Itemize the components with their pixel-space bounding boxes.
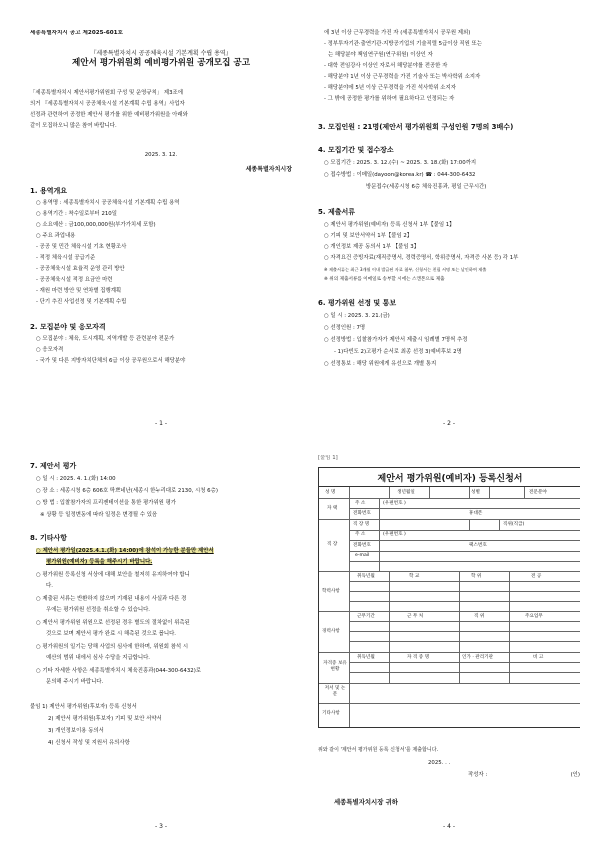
career-col-period: 근무기간: [357, 614, 375, 619]
qualification-line: - 해당분야에 5년 이상 근무경력을 가진 석사학위 소지자: [324, 85, 456, 91]
label-name: 성 명: [325, 490, 336, 495]
document-note: ※ 제출서류는 최근 3개월 이내 발급된 자료 첨부, 신청서는 친필 서명 또는 날인하여 제출: [324, 267, 487, 272]
label-postcode: (우편번호 ): [383, 501, 406, 506]
intro-line: 같이 모집하오니 많은 참여 바랍니다.: [30, 123, 117, 129]
misc-line: ○ 제출된 서류는 반환하지 않으며 기재된 내용이 사실과 다른 경: [36, 596, 187, 602]
intro-line: 선정과 관련하여 공정한 제안서 평가를 위한 예비평가위원을 아래와: [30, 112, 188, 118]
evaluation-line: ○ 일 시 : 2025. 4. 1.(화) 14:00: [36, 476, 116, 482]
label-work: 직 장: [327, 542, 338, 547]
label-education: 학력사항: [322, 589, 340, 594]
section-8-title: 8. 기타사항: [30, 534, 68, 542]
misc-line: 예산의 범위 내에서 심사 수당을 지급합니다.: [46, 655, 151, 661]
applicant-label: 작성자 :: [468, 772, 488, 778]
label-work-postcode: (우편번호 ): [383, 532, 406, 537]
field-line: ○ 응모자격: [36, 347, 64, 353]
label-position: 직위(직급): [503, 522, 525, 527]
overview-line: - 공공체육시설 적정 요금안 마련: [36, 277, 113, 283]
edu-col-school: 학 교: [409, 574, 420, 579]
form-date: 2025. . .: [428, 760, 451, 766]
attachment-line: 3) 개인정보이용 동의서: [48, 728, 104, 734]
field-line: ○ 모집분야 : 체육, 도시계획, 지역개발 등 관련분야 전문가: [36, 336, 175, 342]
selection-line: ○ 선정통보 : 해당 위원에게 유선으로 개별 통지: [324, 361, 437, 367]
attachment-line: 붙임 1) 제안서 평가위원(후보자) 등록 신청서: [30, 704, 137, 710]
period-line: ○ 접수방법 : 이메일(dayoon@korea.kr) ☎ : 044-300-6432: [324, 172, 476, 178]
cert-col-issuer: 인가 · 관리기관: [462, 655, 494, 660]
selection-line: ○ 선정인원 : 7명: [324, 325, 366, 331]
intro-line: 「세종특별자치시 제안서평가위원회 구성 및 운영규칙」 제3조에: [30, 90, 183, 96]
seal-mark: (인): [570, 772, 580, 778]
registration-form: [318, 467, 580, 728]
qualification-line: - 대학 전임강사 이상인 자로서 해당분야를 전공한 자: [324, 63, 448, 69]
page-1: [30, 30, 292, 430]
period-line: ○ 모집기간 : 2025. 3. 12.(수) ~ 2025. 3. 18.(화) 17:00까지: [324, 160, 477, 166]
attachment-line: 2) 제안서 평가위원(후보자) 기피 및 보안 서약서: [48, 716, 162, 722]
page-number: - 3 -: [155, 823, 167, 830]
label-mobile: 휴대폰: [469, 511, 483, 516]
section-6-title: 6. 평가위원 선정 및 통보: [318, 299, 397, 307]
document-line: ○ 제안서 평가위원(예비자) 등록 신청서 1부【붙임 1】: [324, 222, 455, 228]
notice-number: 세종특별자치시 공고 제2025-601호: [30, 30, 123, 36]
attachment-line: 4) 신청서 작성 및 지원서 유의사항: [48, 740, 130, 746]
qualification-line: - 그 밖에 공정한 평가를 위하여 필요하다고 인정되는 자: [324, 96, 455, 102]
page-3: [30, 455, 292, 840]
intro-line: 의거 『세종특별자치시 공공체육시설 기본계획 수립 용역』사업자: [30, 101, 185, 107]
edu-col-major: 전 공: [531, 574, 542, 579]
overview-line: - 적정 체육시설 공급기준: [36, 255, 96, 261]
overview-line: ○ 용역기간 : 착수일로부터 210일: [36, 211, 117, 217]
evaluation-line: ○ 방 법 : 입찰참가자의 프리젠테이션을 통한 평가위원 평가: [36, 500, 176, 506]
form-grid: [319, 487, 580, 727]
overview-line: - 재원 마련 방안 및 연차별 집행계획: [36, 288, 122, 294]
label-workplace: 직 장 명: [353, 522, 370, 527]
evaluation-note: ※ 상황 등 일정변동에 따라 일정은 변경될 수 있음: [40, 512, 158, 518]
overview-line: - 공공 및 민간 체육시설 기초 현황조사: [36, 244, 127, 250]
misc-line: ○ 기타 자세한 사항은 세종특별자치시 체육진흥과(044-300-6432)로: [36, 668, 202, 674]
overview-line: ○ 소요예산 : 금100,000,000원(부가가치세 포함): [36, 222, 156, 228]
qualification-line: - 해당분야 1년 이상 근무경력을 가진 기술사 또는 박사학위 소지자: [324, 74, 481, 80]
qualification-line: 는 해당분야 책임연구원(연구위원) 이상인 자: [328, 52, 433, 58]
label-certificate: 자격증 보유현황: [323, 661, 347, 672]
page-number: - 1 -: [155, 420, 167, 427]
section-5-title: 5. 제출서류: [318, 208, 356, 216]
page-number: - 4 -: [443, 823, 455, 830]
qualification-line: - 정부투자기관·출연기관·지방공기업의 기술직렬 5급이상 직원 또는: [324, 41, 482, 47]
selection-line: - 1)다빈도 2)고평가 순서로 최종 선정 3)예비후보 2명: [334, 349, 462, 355]
career-col-workplace: 근 무 처: [407, 614, 424, 619]
misc-line: ○ 평가위원 등록신청 서상에 대해 보안을 철저히 유지하여야 합니: [36, 572, 190, 578]
cert-col-date: 취득년월: [357, 655, 375, 660]
label-fax: 팩스번호: [469, 543, 487, 548]
misc-line: 다.: [46, 583, 53, 589]
career-col-duty: 주요업무: [525, 614, 543, 619]
document-line: ○ 기피 및 보안서약서 1부【붙임 2】: [324, 233, 413, 239]
misc-line: 우에는 평가위원 선정을 취소할 수 있습니다.: [46, 607, 151, 613]
page-2: [318, 0, 580, 430]
notice-highlight: [36, 548, 214, 555]
label-home: 자 택: [327, 506, 338, 511]
label-work-address: 주 소: [355, 532, 366, 537]
section-3: 3. 모집인원 : 21명(제안서 평가위원회 구성인원 7명의 3배수): [318, 123, 514, 131]
label-home-phone: 전화번호: [353, 511, 371, 516]
overview-line: ○ 주요 과업내용: [36, 233, 76, 239]
label-field: 전문분야: [529, 490, 547, 495]
page-number: - 2 -: [443, 420, 455, 427]
submit-statement: 위와 같이 '제안서 평가위원 등록 신청서'를 제출합니다.: [318, 747, 439, 753]
section-4-title: 4. 모집기간 및 접수장소: [318, 146, 394, 154]
section-2-title: 2. 모집분야 및 응모자격: [30, 323, 106, 331]
title-subtitle: 『세종특별자치시 공공체육시설 기본계획 수립 용역』: [90, 50, 232, 57]
selection-line: ○ 선정방법 : 입찰참가자가 제안서 제출시 임례별 7명씩 추정: [324, 337, 468, 343]
field-line: - 국가 및 다른 지방자치단체의 6급 이상 공무원으로서 해당분야: [36, 358, 186, 364]
cert-col-name: 자 격 증 명: [407, 655, 430, 660]
notice-highlight: [46, 559, 152, 566]
section-7-title: 7. 제안서 평가: [30, 462, 77, 470]
misc-line: 것으로 보며 제안서 평가 완료 시 해촉된 것으로 봅니다.: [46, 631, 176, 637]
recipient: 세종특별자치시장 귀하: [334, 798, 398, 806]
overview-line: ○ 용역명 : 세종특별자치시 공공체육시설 기본계획 수립 용역: [36, 200, 180, 206]
misc-line: 문의해 주시기 바랍니다.: [46, 679, 104, 685]
document-note: ※ 위의 제출서류를 이메일로 송부할 시에는 스캔본으로 제출: [324, 277, 445, 282]
label-gender: 성별: [471, 490, 480, 495]
label-work-phone: 전화번호: [353, 543, 371, 548]
label-publications: 저서 및 논문: [324, 686, 346, 697]
section-1-title: 1. 용역개요: [30, 187, 68, 195]
career-col-position: 직 위: [474, 614, 485, 619]
misc-line: ○ 제안서 평가위원 위원으로 선정된 경우 별도의 절차없이 위촉된: [36, 620, 190, 626]
document-line: ○ 자격요건 증빙자료(재직증명서, 경력증명서, 학위증명서, 자격증 사본 등) 각 1부: [324, 255, 519, 261]
evaluation-line: ○ 장 소 : 세종시청 6층 606호 딱쁘네난(세종시 한누리대로 2130, 시청 6층): [36, 488, 218, 494]
attachment-tag: [붙임 1]: [318, 455, 338, 461]
page-title: 제안서 평가위원회 예비평가위원 공개모집 공고: [72, 58, 250, 68]
overview-line: - 공공체육시설 효율적 운영 관리 방안: [36, 266, 125, 272]
label-career: 경력사항: [322, 629, 340, 634]
edu-col-date: 취득년월: [357, 574, 375, 579]
label-birth: 생년월일: [397, 490, 415, 495]
issuer: 세종특별자치시장: [245, 166, 292, 173]
notice-date: 2025. 3. 12.: [144, 152, 178, 158]
notice-highlight-text: 평가위원(예비자) 등록을 해주시기 바랍니다.: [46, 559, 153, 565]
document-line: ○ 개인정보 제공 동의서 1부 【붙임 3】: [324, 244, 420, 250]
qualification-line: 에 3년 이상 근무경력을 가진 자 (세종특별자치시 공무원 제외): [324, 30, 471, 36]
selection-line: ○ 일 시 : 2025. 3. 21.(금): [324, 313, 390, 319]
label-email: e-mail: [355, 553, 370, 558]
edu-col-degree: 학 위: [471, 574, 482, 579]
period-line: 방문접수(세종시청 6층 체육진흥과, 평일 근무시간): [366, 184, 487, 190]
form-title: 제안서 평가위원(예비자) 등록신청서: [319, 468, 580, 487]
misc-line: ○ 평가위원의 일기는 당해 사업의 심사에 한하며, 위원회 참석 시: [36, 644, 189, 650]
label-home-address: 주 소: [355, 501, 366, 506]
overview-line: - 단기 추진 사업선정 및 기본계획 수립: [36, 299, 127, 305]
cert-col-note: 비 고: [533, 655, 544, 660]
label-other: 기타사항: [322, 711, 340, 716]
page-4: [318, 455, 580, 840]
notice-highlight-text: ○ 제안서 평가일(2025.4.1.(화) 14:00)에 참석이 가능한 분들만 제안서: [36, 548, 214, 554]
